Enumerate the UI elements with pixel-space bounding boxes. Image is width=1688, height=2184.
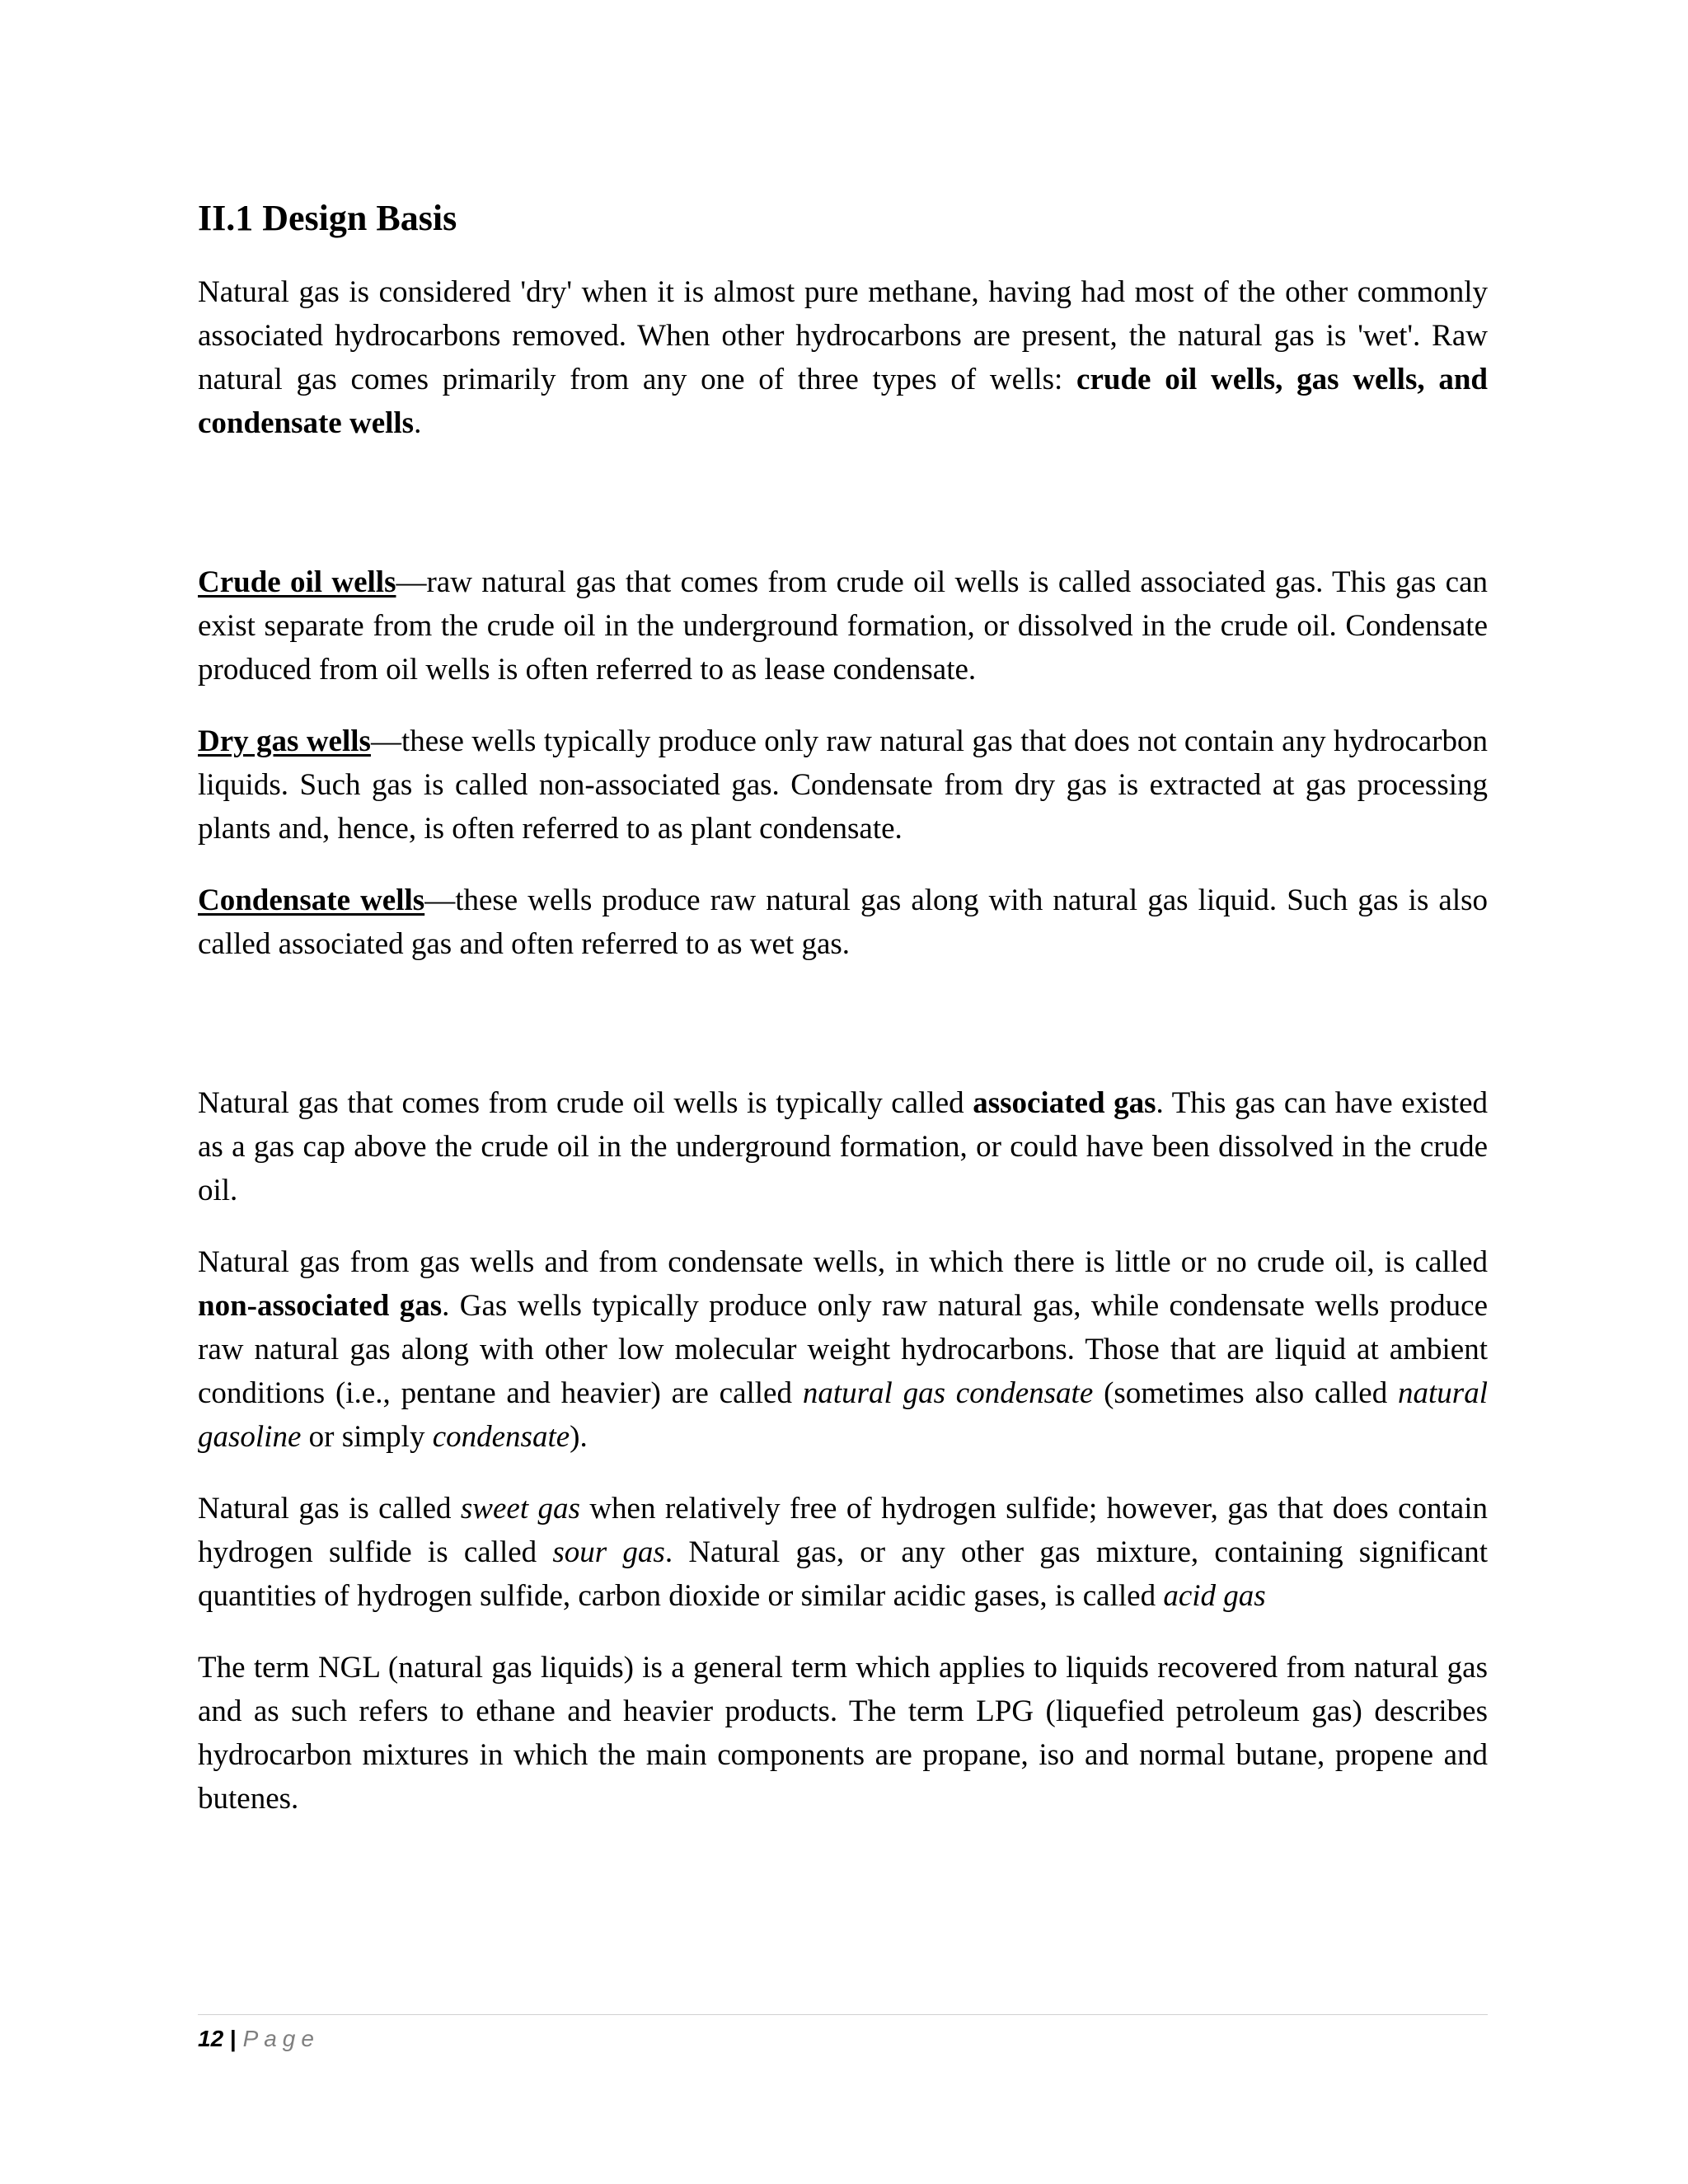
bold-text: associated gas [973, 1086, 1156, 1120]
bold-text: non-associated gas [198, 1289, 443, 1323]
page-footer [198, 2024, 320, 2054]
footer-divider [198, 2014, 1488, 2015]
paragraph-text: . [414, 406, 422, 440]
italic-text: sweet gas [460, 1492, 580, 1526]
term-dry-gas-wells: Dry gas wells [198, 724, 371, 758]
term-crude-oil-wells: Crude oil wells [198, 565, 396, 599]
section-heading: II.1 Design Basis [198, 198, 457, 238]
spacer [198, 1618, 1488, 1646]
italic-text: natural gasoline [198, 1376, 1488, 1454]
italic-text: sour gas [552, 1535, 665, 1569]
paragraph-text: . This gas can have existed as a gas cap above the crude oil in the underground formation, or could have been dissolved in the crude oil. [198, 1086, 1488, 1207]
paragraph-text: —these wells typically produce only raw natural gas that does not contain any hydrocarbon liquids. Such gas is called non-associated gas. Condensate from dry gas is extracted at gas processing plants and, hence, is often referred to as plant condensate. [198, 724, 1488, 846]
paragraph-text: Natural gas from gas wells and from condensate wells, in which there is little or no crude oil, is called [198, 1245, 1488, 1279]
spacer [198, 691, 1488, 719]
paragraph-condensate-wells [198, 879, 1488, 966]
paragraph-ngl-lpg: The term NGL (natural gas liquids) is a general term which applies to liquids recovered from natural gas and as such refers to ethane and heavier products. The term LPG (liquefied petroleum gas) describes hydrocarbon mixtures in which the main components are propane, iso and normal butane, propene and butenes. [198, 1651, 1488, 1816]
page-number: 12 [198, 2026, 224, 2051]
term-condensate-wells: Condensate wells [198, 883, 425, 917]
spacer [198, 851, 1488, 879]
italic-text: natural gas condensate [802, 1376, 1094, 1410]
paragraph-text: Natural gas is considered 'dry' when it is almost pure methane, having had most of the other commonly associated hydrocarbons removed. When other hydrocarbons are present, the natural gas is 'wet'. Raw natural gas comes primarily from any one of three types of wells: [198, 275, 1488, 396]
paragraph-crude-oil-wells [198, 560, 1488, 691]
page-label: Page [242, 2026, 320, 2051]
bold-text: crude oil wells, gas wells, and condensate wells [198, 363, 1488, 440]
spacer [198, 1212, 1488, 1240]
paragraph-associated-gas [198, 1081, 1488, 1212]
spacer [198, 1459, 1488, 1487]
footer-separator: | [223, 2026, 243, 2051]
paragraph-text: Natural gas that comes from crude oil wells is typically called [198, 1086, 973, 1120]
page-content [198, 196, 1488, 1821]
italic-text: acid gas [1163, 1579, 1266, 1613]
paragraph-text: . Gas wells typically produce only raw natural gas, while condensate wells produce raw natural gas along with other low molecular weight hydrocarbons. Those that are liquid at ambient conditions (i.e., pentane and heavier) are called [198, 1289, 1489, 1410]
italic-text: condensate [432, 1420, 570, 1454]
paragraph-text: when relatively free of hydrogen sulfide; however, gas that does contain hydrogen sulfide is called [198, 1492, 1488, 1569]
paragraph-text: . Natural gas, or any other gas mixture, containing significant quantities of hydrogen sulfide, carbon dioxide or similar acidic gases, is called [198, 1535, 1488, 1613]
spacer [198, 445, 1488, 560]
paragraph-text: (sometimes also called [1093, 1376, 1399, 1410]
paragraph-sweet-sour-gas [198, 1487, 1488, 1618]
paragraph-non-associated-gas [198, 1240, 1488, 1459]
paragraph-text: —these wells produce raw natural gas along with natural gas liquid. Such gas is also called associated gas and often referred to as wet gas. [198, 883, 1488, 961]
spacer [198, 966, 1488, 1081]
paragraph-text: —raw natural gas that comes from crude oil wells is called associated gas. This gas can exist separate from the crude oil in the underground formation, or dissolved in the crude oil. Condensate produced from oil wells is often referred to as lease condensate. [198, 565, 1488, 687]
paragraph-text: or simply [301, 1420, 433, 1454]
paragraph-text: Natural gas is called [198, 1492, 461, 1526]
paragraph-text: ). [570, 1420, 588, 1454]
paragraph-dry-gas-wells [198, 719, 1488, 851]
paragraph-dry-wet [198, 270, 1488, 445]
